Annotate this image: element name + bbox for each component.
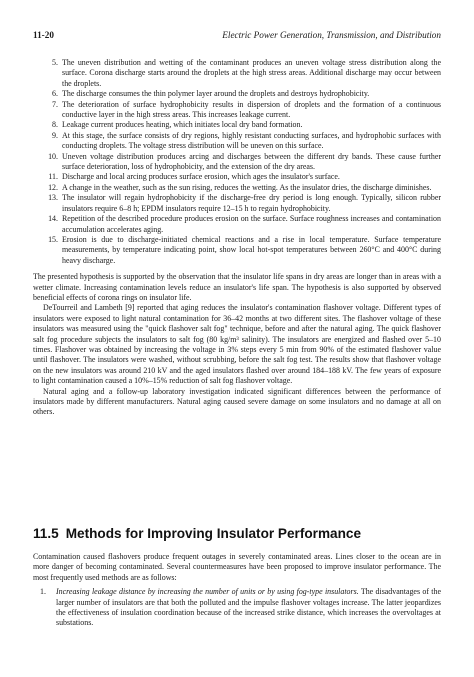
list-item-text: Discharge and local arcing produces surface erosion, which ages the insulator's surface. [62, 172, 340, 182]
list-item-number: 13. [48, 193, 58, 203]
list-item-text: The deterioration of surface hydrophobicity results in dispersion of droplets and the formation of a continuous conductive layer in the high stress areas. This increases leakage current. [62, 99, 441, 120]
method-text: The disadvantages of the larger number of insulators are that both the polluted and the impulse flashover voltages increase. The latter jeopardizes the effectiveness of insulation coordination because of the increased strike distance, which increases the overvoltages at substations. [56, 587, 441, 628]
running-title: Electric Power Generation, Transmission, and Distribution [222, 30, 441, 40]
list-item-number: 7. [52, 99, 58, 109]
paragraph: The presented hypothesis is supported by the observation that the insulator life spans in dry areas are longer than in areas with a wetter climate. Increasing contamination levels reduce an insulator's life span. The hypothesis is also supported by observed beneficial effects of corona rings on insulator life. [33, 272, 441, 302]
aging-steps-list [33, 58, 441, 266]
list-item-number: 14. [48, 214, 58, 224]
page-header [33, 30, 441, 44]
method-lead: Increasing leakage distance by increasing the number of units or by using fog-type insulators. [56, 587, 359, 597]
list-item [33, 152, 441, 173]
list-item [33, 58, 441, 89]
list-item [33, 587, 441, 629]
section-title: Methods for Improving Insulator Performance [65, 526, 362, 541]
section-intro: Contamination caused flashovers produce frequent outages in severely contaminated areas. Lines closer to the ocean are in more danger of becoming contaminated. Several countermeasures have been proposed to improve insulator performance. The most frequently used methods are as follows: [33, 552, 441, 582]
list-item-text: At this stage, the surface consists of dry regions, highly resistant conducting surfaces, and hydrophobic surfaces with conducting droplets. The voltage stress distribution will be uneven on this surface. [62, 130, 441, 151]
methods-list [33, 587, 441, 629]
list-item-number: 6. [52, 89, 58, 99]
section-heading [33, 526, 361, 541]
paragraph: Natural aging and a follow-up laboratory investigation indicated significant differences between the performance of insulators made by different manufacturers. Natural aging caused severe damage on some insulators and no damage at all on others. [33, 386, 441, 417]
list-item [33, 120, 441, 130]
list-item [33, 193, 441, 214]
body-text [33, 58, 441, 418]
list-item-text: Leakage current produces heating, which initiates local dry band formation. [62, 120, 303, 130]
list-item-text: The discharge consumes the thin polymer layer around the droplets and destroys hydrophobicity. [62, 89, 370, 99]
list-item [33, 89, 441, 99]
list-item [33, 183, 441, 193]
list-item-number: 15. [48, 234, 58, 244]
list-item-text: Repetition of the described procedure produces erosion on the surface. Surface roughness increases and contamination accumulation accelerates aging. [62, 214, 441, 234]
list-item-number: 8. [52, 120, 58, 130]
list-item [33, 131, 441, 152]
section-number: 11.5 [33, 526, 59, 541]
list-item-number: 9. [52, 130, 58, 140]
list-item-number: 11. [48, 172, 58, 182]
paragraph: DeTourreil and Lambeth [9] reported that aging reduces the insulator's contamination flashover voltage. Different types of insulators were exposed to light natural contamination for 36–42 months at two different sites. The flashover voltage of these insulators was measured using the "quick flashover salt fog" technique, before and after the natural aging. The quick flashover salt fog procedure subjects the insulators to salt fog (80 kg/m³ salinity). The insulators are energized and flashed over 5–10 times. Flashover was obtained by increasing the voltage in 3% steps every 5 min from 90% of the estimated flashover value until flashover. The insulators were washed, without scrubbing, before the salt fog test. The results show that flashover voltage on the new insulators was around 210 kV and the aged insulators flashed over around 184–188 kV. The few years of exposure to light contamination caused a 10%–15% reduction of salt fog flashover voltage. [33, 303, 441, 386]
list-item [33, 172, 441, 182]
page-number: 11-20 [33, 30, 54, 40]
list-item-text: The insulator will regain hydrophobicity if the discharge-free dry period is long enough. Typically, silicon rubber insulators require 6–8 h; EPDM insulators require 12–15 h to regain hydrophobicity. [62, 193, 441, 213]
list-item [33, 100, 441, 121]
list-item-text: Uneven voltage distribution produces arcing and discharges between the different dry bands. These cause further surface deterioration, loss of hydrophobicity, and the extension of the dry areas. [62, 151, 441, 172]
list-item-text: Erosion is due to discharge-initiated chemical reactions and a rise in local temperature. Surface temperature measurements, by temperature indicating point, show local hot-spot temperatures between 260°C and 400°C during heavy discharge. [62, 234, 441, 265]
list-item-number: 12. [48, 182, 58, 192]
list-item-number: 1. [40, 587, 46, 597]
list-item-text: The uneven distribution and wetting of the contaminant produces an uneven voltage stress distribution along the surface. Corona discharge starts around the droplets at the high stress areas. Additional discharge may occur between the droplets. [62, 58, 441, 88]
list-item-number: 5. [52, 58, 58, 67]
list-item [33, 235, 441, 266]
list-item [33, 214, 441, 235]
list-item-text: A change in the weather, such as the sun rising, reduces the wetting. As the insulator dries, the discharge diminishes. [62, 182, 432, 192]
list-item-number: 10. [48, 151, 58, 161]
section-body [33, 552, 441, 629]
